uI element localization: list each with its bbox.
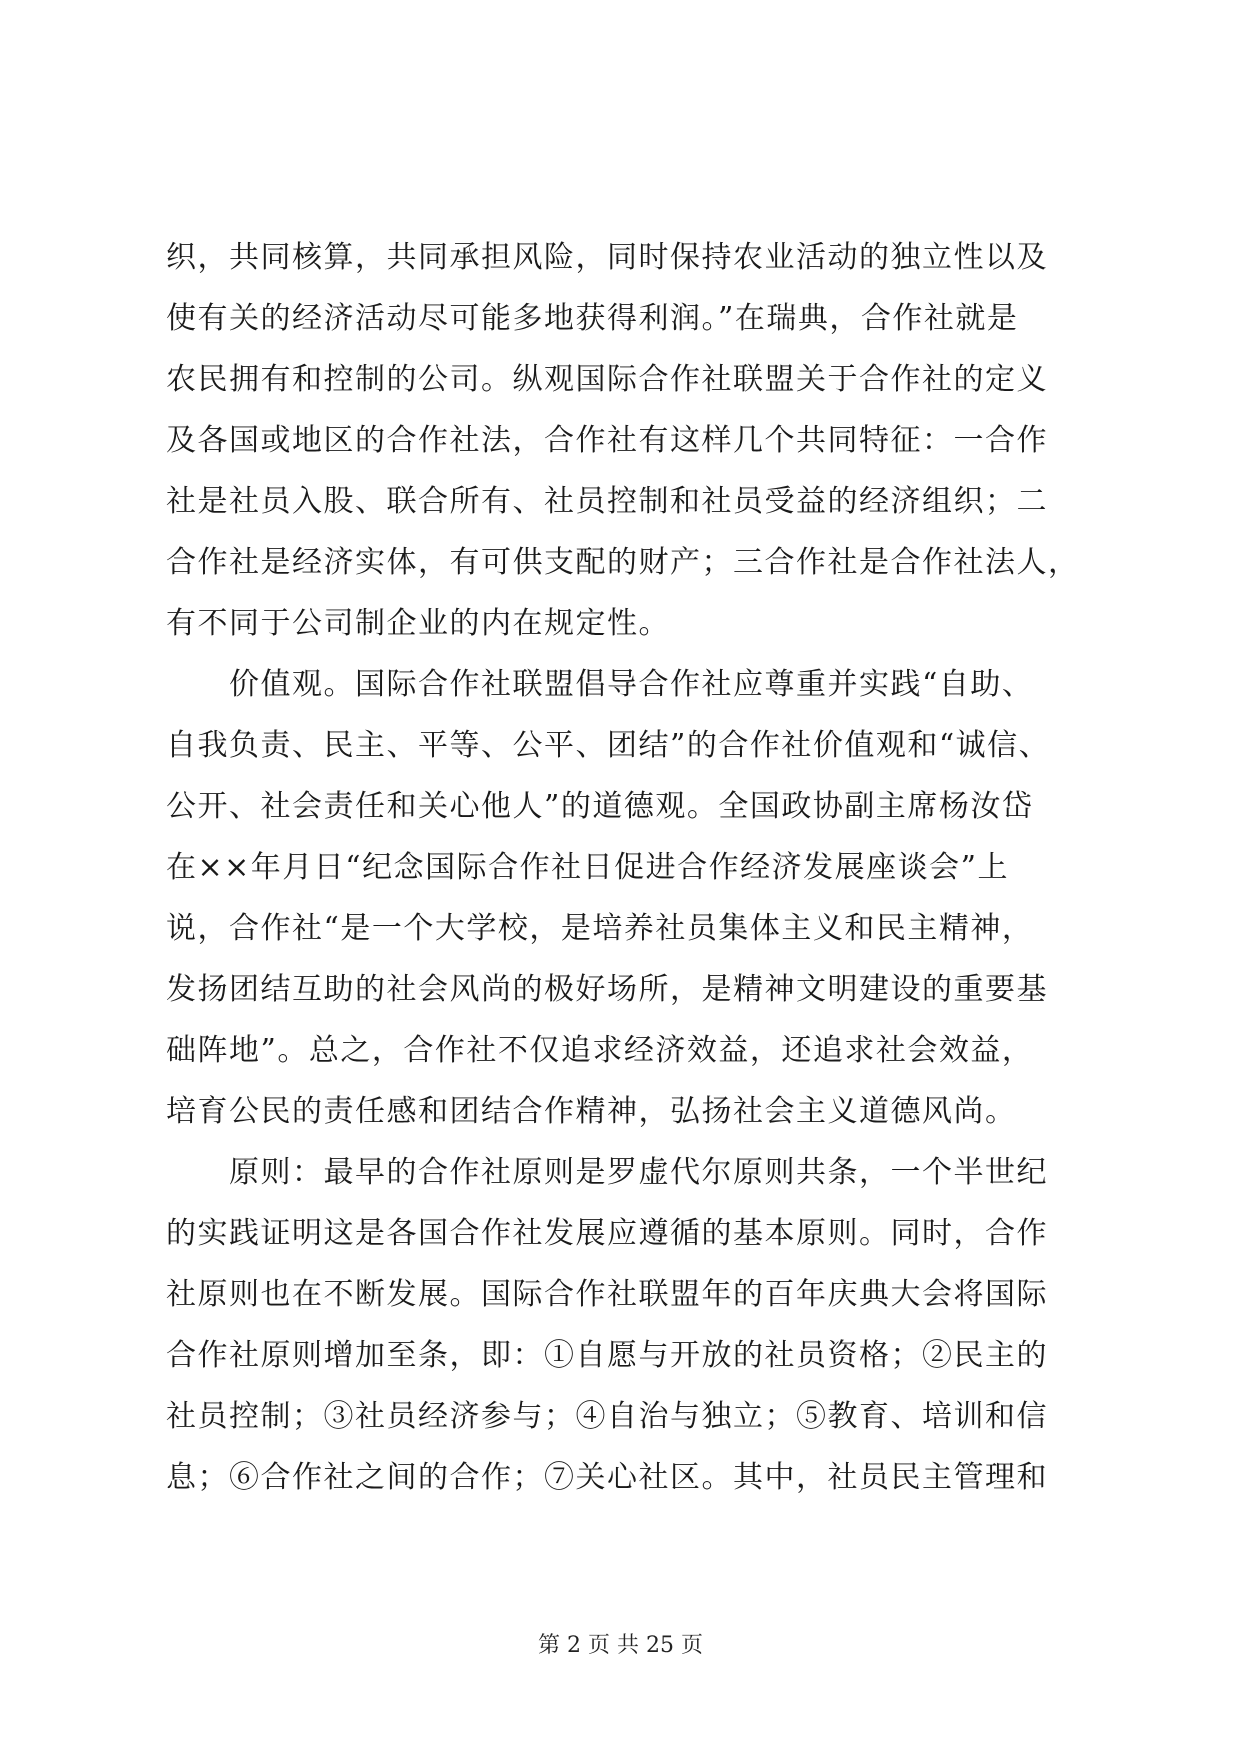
text-line: 社是社员入股、联合所有、社员控制和社员受益的经济组织；二 [166, 484, 1048, 519]
text-line: 社原则也在不断发展。国际合作社联盟年的百年庆典大会将国际 [166, 1277, 1048, 1312]
text-line: 发扬团结互助的社会风尚的极好场所，是精神文明建设的重要基 [166, 972, 1048, 1007]
page-number-footer: 第 2 页 共 25 页 [538, 1633, 703, 1658]
text-line: 使有关的经济活动尽可能多地获得利润。”在瑞典，合作社就是 [166, 301, 1019, 336]
text-line: 在××年月日“纪念国际合作社日促进合作经济发展座谈会”上 [166, 850, 1009, 885]
text-line: 及各国或地区的合作社法，合作社有这样几个共同特征：一合作 [166, 423, 1048, 458]
body-text [166, 227, 1086, 1508]
text-line: 织，共同核算，共同承担风险，同时保持农业活动的独立性以及 [166, 240, 1048, 275]
text-line: 公开、社会责任和关心他人”的道德观。全国政协副主席杨汝岱 [166, 789, 1034, 824]
text-line: 础阵地”。总之，合作社不仅追求经济效益，还追求社会效益， [166, 1033, 1034, 1068]
text-line: 原则：最早的合作社原则是罗虚代尔原则共条，一个半世纪 [166, 1155, 1048, 1190]
text-line: 有不同于公司制企业的内在规定性。 [166, 606, 670, 641]
text-line: 合作社是经济实体，有可供支配的财产；三合作社是合作社法人， [166, 545, 1080, 580]
text-line: 价值观。国际合作社联盟倡导合作社应尊重并实践“自助、 [166, 667, 1034, 702]
text-line: 的实践证明这是各国合作社发展应遵循的基本原则。同时，合作 [166, 1216, 1048, 1251]
text-line: 培育公民的责任感和团结合作精神，弘扬社会主义道德风尚。 [166, 1094, 1017, 1129]
text-line: 息；⑥合作社之间的合作；⑦关心社区。其中，社员民主管理和 [166, 1460, 1048, 1495]
text-line: 自我负责、民主、平等、公平、团结”的合作社价值观和“诚信、 [166, 728, 1051, 763]
text-line: 社员控制；③社员经济参与；④自治与独立；⑤教育、培训和信 [166, 1399, 1048, 1434]
text-line: 合作社原则增加至条，即：①自愿与开放的社员资格；②民主的 [166, 1338, 1048, 1373]
text-line: 农民拥有和控制的公司。纵观国际合作社联盟关于合作社的定义 [166, 362, 1048, 397]
text-line: 说，合作社“是一个大学校，是培养社员集体主义和民主精神， [166, 911, 1034, 946]
